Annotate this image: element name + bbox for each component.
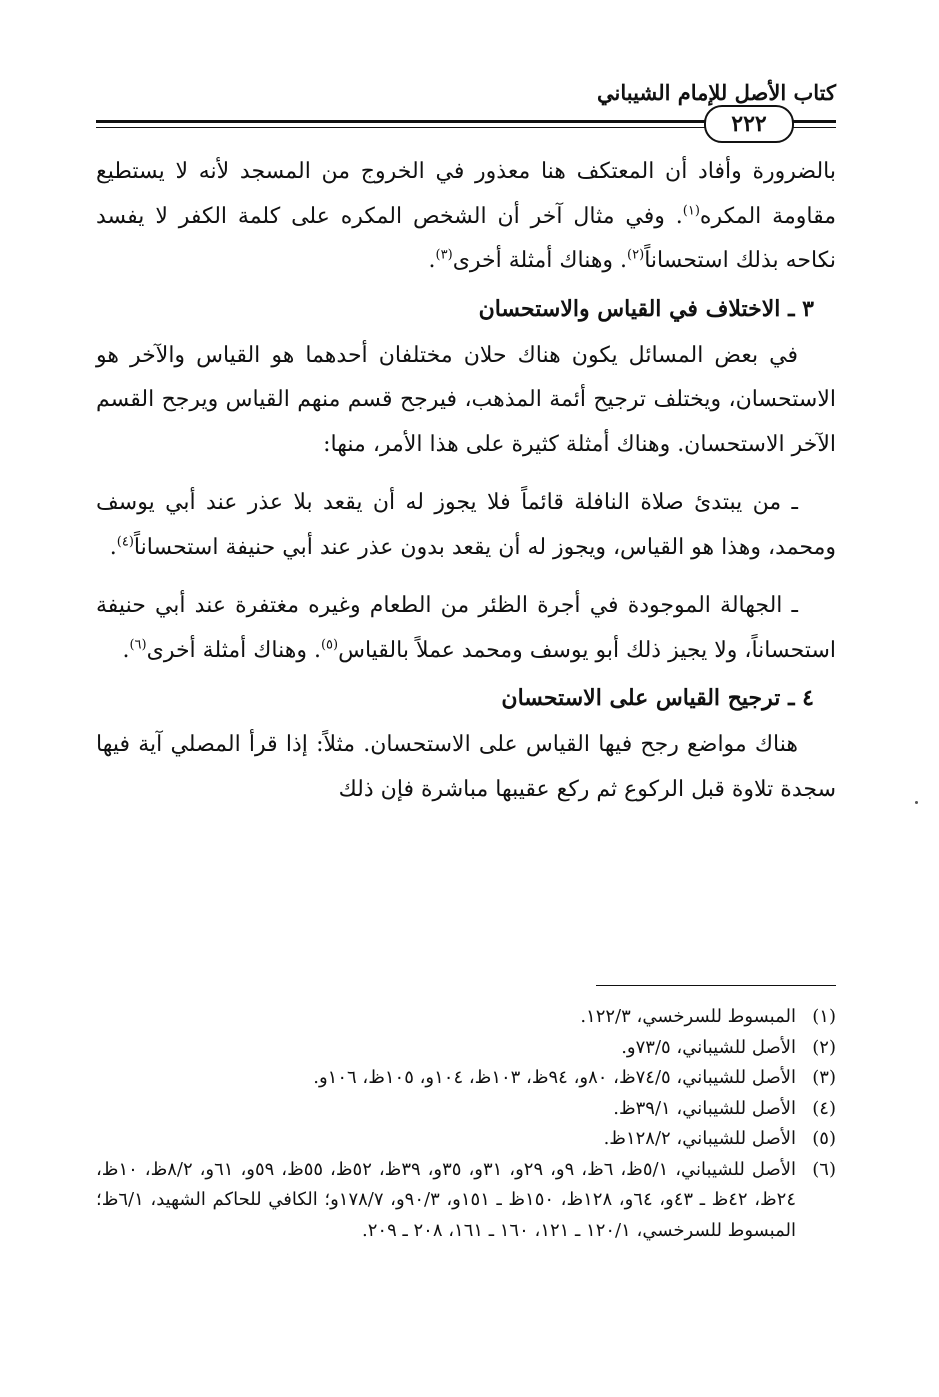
footnote-number: (١) [812,1006,836,1027]
text-run: . [122,637,130,663]
footnote-ref-6: (٦) [129,637,147,653]
footnote-number: (٤) [812,1097,836,1119]
footnote-number: (٥) [812,1128,836,1149]
footnote-6 [96,1155,836,1247]
paragraph-2: في بعض المسائل يكون هناك حلان مختلفان أحدهما هو القياس والآخر هو الاستحسان، ويختلف ترجيح أئمة المذهب، فيرجح قسم منهم القياس ويرجح القسم الآخر الاستحسان. وهناك أمثلة كثيرة على هذا الأمر، منها: [96,342,836,457]
paragraph-gap [96,570,836,584]
footnote-text: الأصل للشيباني، ٧٤/٥ظ، ٨٠و، ٩٤ظ، ١٠٣ظ، ١٠٤و، ١٠٥ظ، ١٠٦و. [313,1067,796,1088]
footnote-number: (٣) [812,1067,836,1088]
text-run: . وهناك أمثلة أخرى [146,637,321,663]
paragraph-gap [96,467,836,481]
footnote-3 [96,1063,836,1094]
footnote-ref-2: (٢) [627,247,645,263]
footnote-number: (٢) [812,1036,836,1058]
footnote-text: الأصل للشيباني، ٥/١ظ، ٦ظ، ٩و، ٢٩و، ٣١و، ٣٥و، ٣٩ظ، ٥٢ظ، ٥٥ظ، ٥٩و، ٦١و، ٨/٢ظ، ١٠ظ، ٢٤ظ، ٤٢ظ ـ ٤٣و، ٦٤و، ١٢٨ظ، ١٥٠ظ ـ ١٥١و، ٩٠/٣و، ١٧٨/٧و؛ الكافي للحاكم الشهيد، ٦/١ظ؛ المبسوط للسرخسي، ١٢٠/١ ـ ١٢١، ١٦٠ ـ ١٦١، ٢٠٨ ـ ٢٠٩. [96,1158,797,1241]
scan-speck [915,801,918,804]
footnote-ref-3: (٣) [435,247,453,263]
page-number: ٢٢٢ [704,105,794,143]
running-title: كتاب الأصل للإمام الشيباني [597,80,836,105]
section-heading-3: ٣ ـ الاختلاف في القياس والاستحسان [478,295,814,322]
text-run: ـ من يبتدئ صلاة النافلة قائماً فلا يجوز له أن يقعد بلا عذر عند أبي يوسف ومحمد، وهذا هو القياس، ويجوز له أن يقعد بدون عذر عند أبي حنيفة استحساناً [96,490,836,560]
footnote-text: الأصل للشيباني، ١٢٨/٢ظ. [603,1128,796,1149]
paragraph-1 [96,150,836,284]
footnote-5 [96,1124,836,1155]
text-run: بالضرورة وأفاد أن المعتكف هنا معذور في الخروج من المسجد لأنه لا يستطيع مقاومة المكره [96,159,836,229]
footnote-number: (٦) [812,1158,836,1180]
footnote-text: الأصل للشيباني، ٧٣/٥و. [621,1036,796,1058]
section-heading-4: ٤ ـ ترجيح القياس على الاستحسان [501,685,814,711]
footnote-ref-4: (٤) [116,534,134,550]
paragraph-3 [96,481,836,570]
page-header [96,80,836,140]
footnote-text: الأصل للشيباني، ٣٩/١ظ. [613,1097,796,1119]
text-run: ـ الجهالة الموجودة في أجرة الظئر من الطعام وغيره مغتفرة عند أبي حنيفة استحساناً، ولا يجيز ذلك أبو يوسف ومحمد عملاً بالقياس [96,593,836,663]
paragraph-4 [96,584,836,673]
footnote-ref-1: (١) [682,203,700,219]
footnotes [96,1002,836,1246]
footnote-ref-5: (٥) [320,637,339,653]
footnote-separator [596,985,836,986]
footnote-2 [96,1033,836,1064]
text-run: . وهناك أمثلة أخرى [452,248,628,273]
text-run: . وفي مثال آخر أن الشخص المكره على كلمة الكفر لا يفسد نكاحه بذلك استحساناً [96,203,836,273]
footnote-1 [96,1002,836,1033]
footnote-4 [96,1094,836,1125]
footnote-text: المبسوط للسرخسي، ١٢٢/٣. [580,1006,796,1027]
body-text [96,150,836,812]
text-run: . [428,248,436,273]
paragraph-5: هناك مواضع رجح فيها القياس على الاستحسان. مثلاً: إذا قرأ المصلي آية فيها سجدة تلاوة قبل الركوع ثم ركع عقيبها مباشرة فإن ذلك [96,732,836,802]
text-run: . [109,534,117,560]
